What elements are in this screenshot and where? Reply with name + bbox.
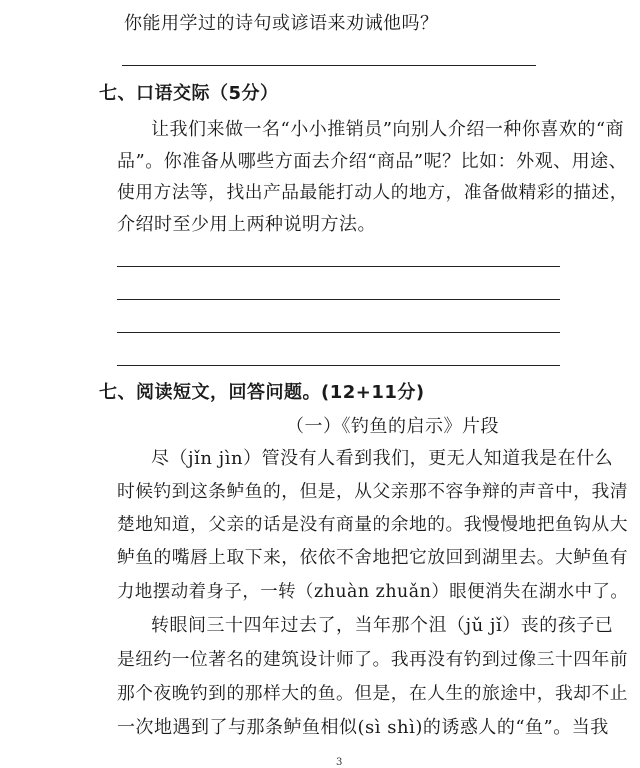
answer-line-4 [117,332,560,333]
reading-para1-line-5: 力地摆动着身子，一转（zhuàn zhuǎn）眼便消失在湖水中了。 [117,582,629,602]
speaking-para-line-1: 让我们来做一名“小小推销员”向别人介绍一种你喜欢的“商 [151,119,625,140]
reading-para2-line-3: 那个夜晚钓到的那样大的鱼。但是，在人生的旅途中，我却不止 [117,684,629,704]
reading-para1-line-2: 时候钓到这条鲈鱼的，但是，从父亲那不容争辩的声音中，我清 [117,482,629,502]
answer-line-3 [117,299,560,300]
reading-para2-line-1: 转眼间三十四年过去了，当年那个沮（jǔ jǐ）丧的孩子已 [151,615,614,636]
reading-subtitle: （一）《钓鱼的启示》片段 [286,416,499,437]
speaking-para-line-2: 品”。你准备从哪些方面去介绍“商品”呢？比如：外观、用途、 [117,151,628,172]
reading-para2-line-4: 一次地遇到了与那条鲈鱼相似(sì shì)的诱惑人的“鱼”。当我 [117,717,609,738]
reading-para2-line-2: 是纽约一位著名的建筑设计师了。我再没有钓到过像三十四年前 [117,650,629,670]
speaking-para-line-4: 介绍时至少用上两种说明方法。 [117,214,376,235]
reading-para1-line-4: 鲈鱼的嘴唇上取下来，依依不舍地把它放回到湖里去。大鲈鱼有 [117,548,629,568]
top-question: 你能用学过的诗句或谚语来劝诫他吗？ [124,13,439,34]
section-speaking-title: 七、口语交际（5分） [99,83,279,104]
answer-line-5 [117,365,560,366]
answer-line-1 [122,65,536,66]
reading-para1-line-1: 尽（jǐn jìn）管没有人看到我们，更无人知道我是在什么 [151,448,614,469]
page-number: 3 [336,757,343,768]
section-reading-title: 七、阅读短文，回答问题。(12+11分) [99,382,425,403]
answer-line-2 [117,266,560,267]
speaking-para-line-3: 使用方法等，找出产品最能打动人的地方，准备做精彩的描述， [117,183,629,203]
reading-para1-line-3: 楚地知道，父亲的话是没有商量的余地的。我慢慢地把鱼钩从大 [117,515,629,535]
